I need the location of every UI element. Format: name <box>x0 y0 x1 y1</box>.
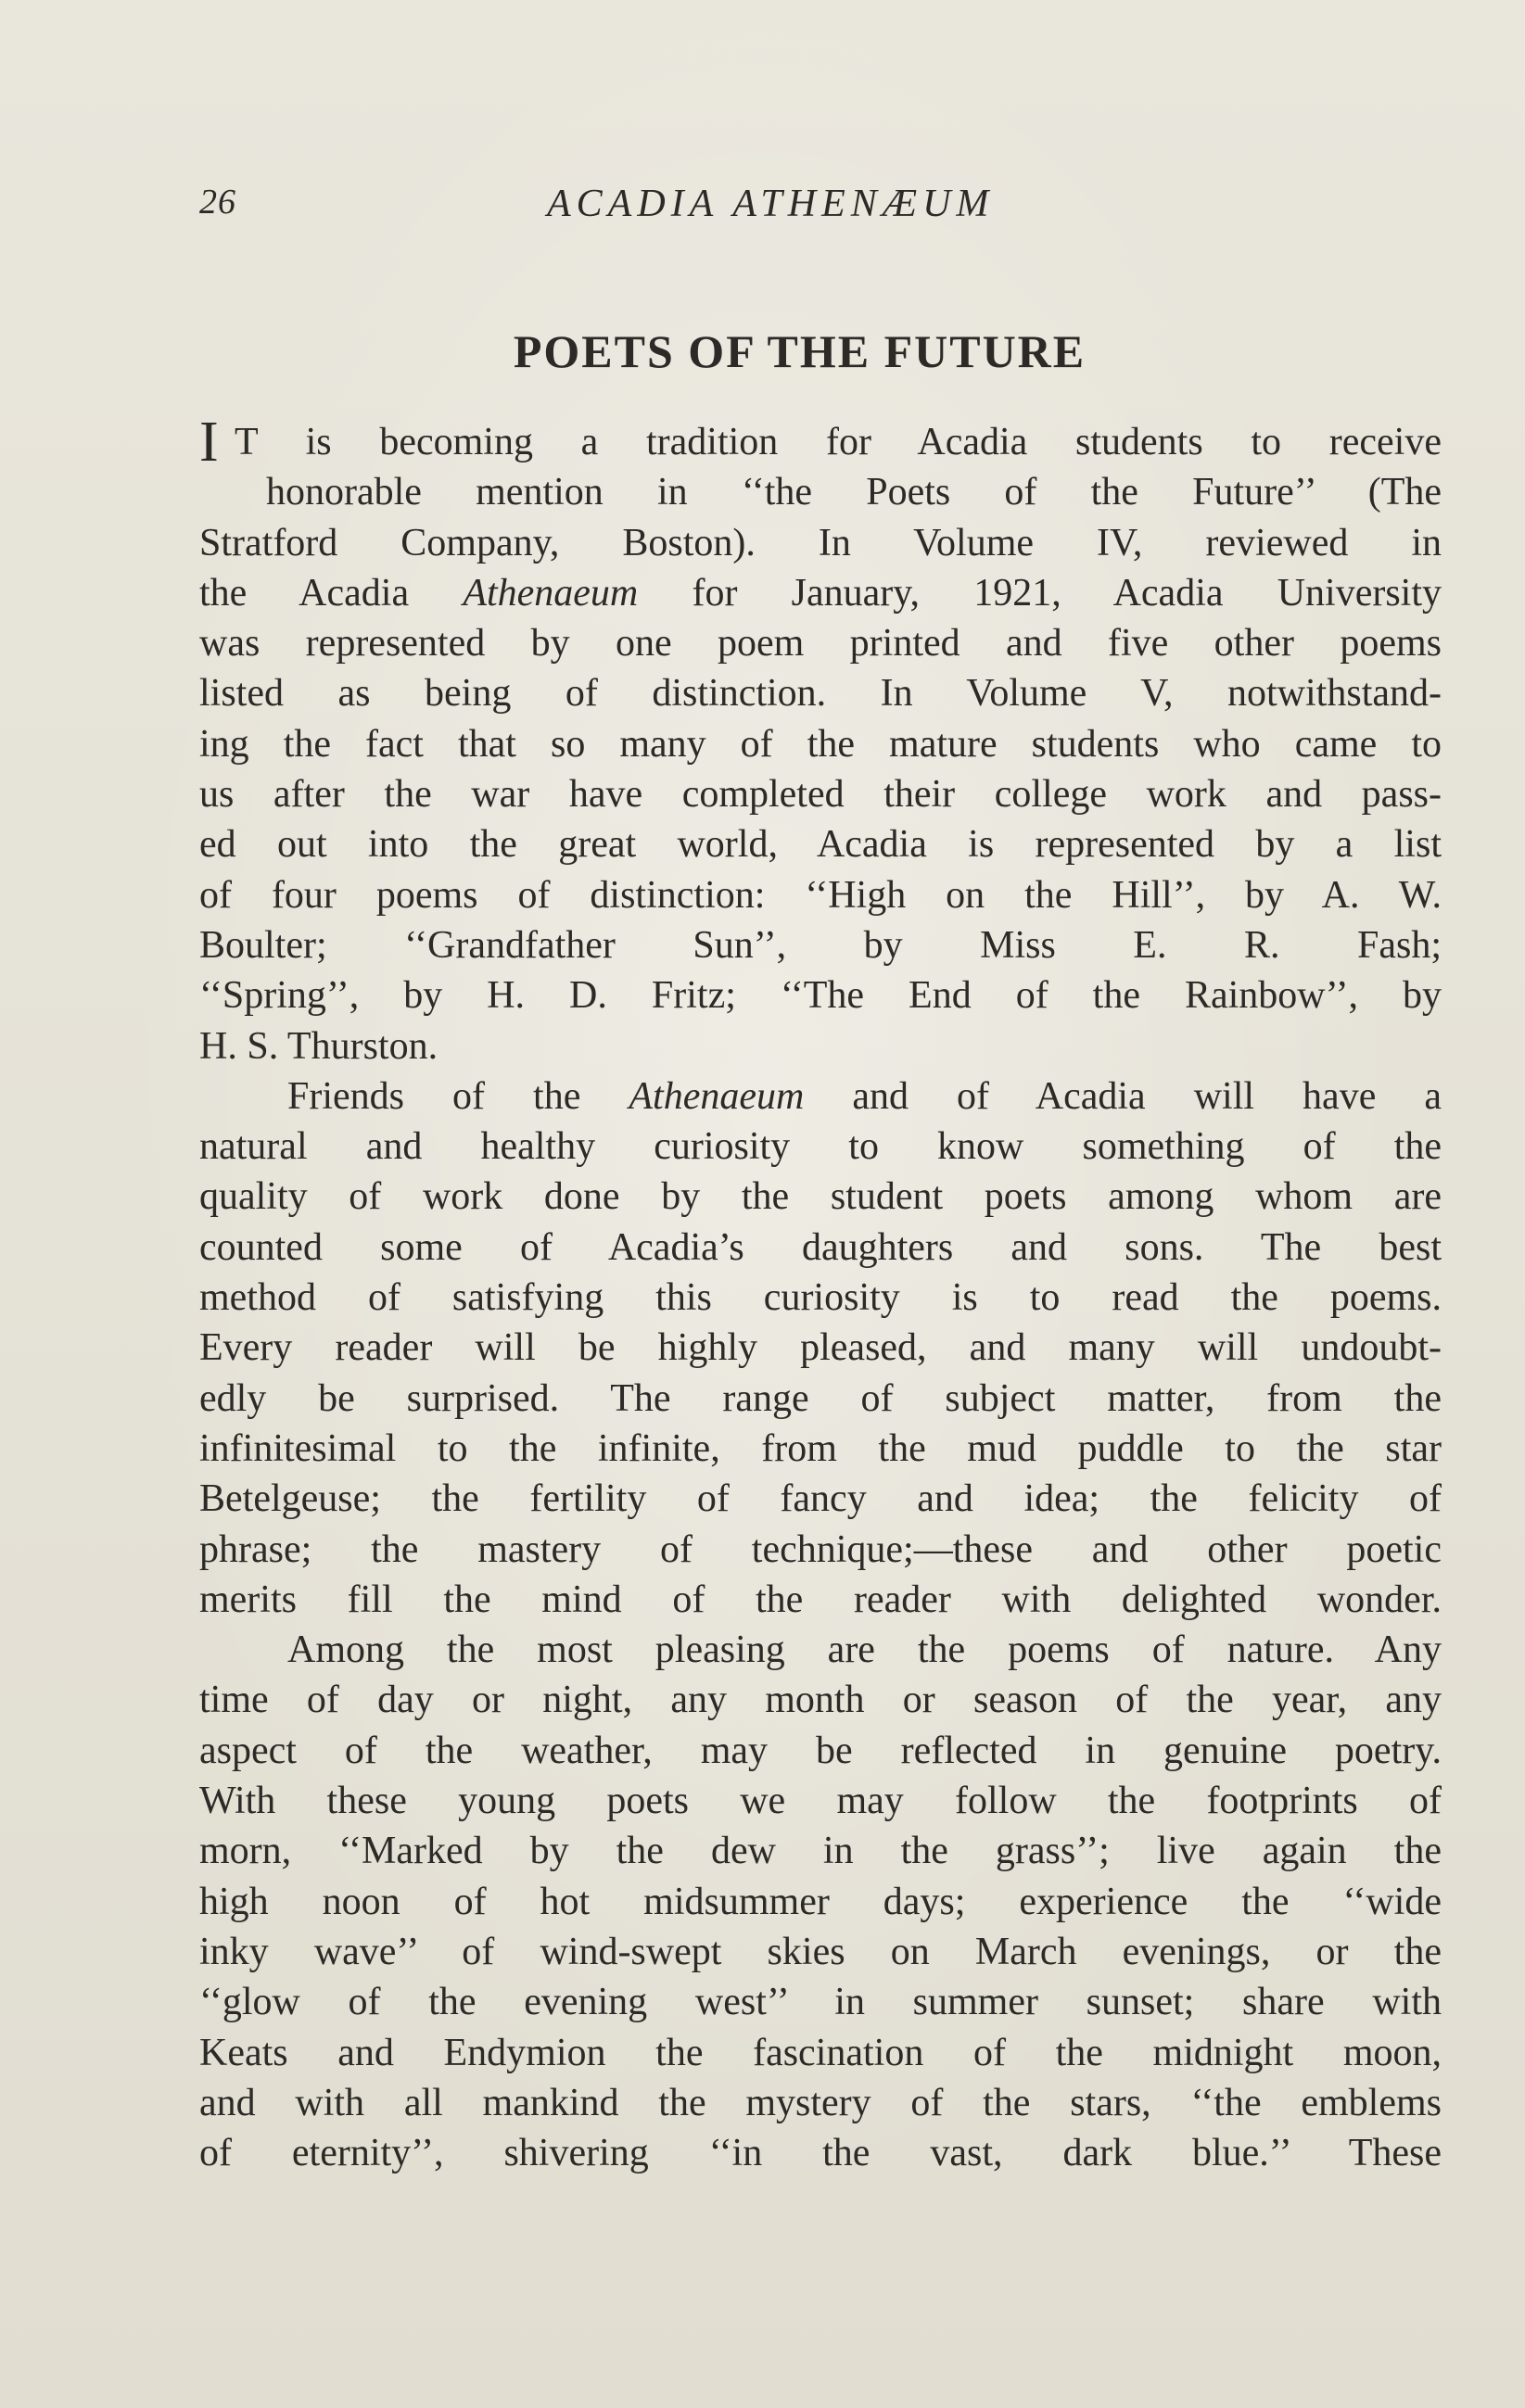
text-line: aspect of the weather, may be reflected in genuine poetry. <box>199 1729 1442 1772</box>
article-body <box>199 411 1442 2178</box>
text-line: inky wave’’ of wind-swept skies on March evenings, or the <box>199 1930 1442 1973</box>
text-line: listed as being of distinction. In Volume V, notwithstand- <box>199 672 1442 716</box>
running-head <box>199 182 1326 237</box>
text-line <box>199 1071 1442 1122</box>
line-text: T is becoming a tradition for Acadia students to receive <box>235 421 1442 463</box>
page-number: 26 <box>199 183 236 222</box>
line-text: the Acadia <box>199 571 464 615</box>
text-line: of eternity’’, shivering ‘‘in the vast, dark blue.’’ These <box>199 2132 1442 2175</box>
text-line: merits fill the mind of the reader with delighted wonder. <box>199 1578 1442 1621</box>
line-text: and of Acadia will have a <box>804 1074 1442 1118</box>
line-text: Friends of the <box>287 1074 629 1118</box>
text-line: time of day or night, any month or season of the year, any <box>199 1679 1442 1722</box>
journal-title: ACADIA ATHENÆUM <box>547 183 995 225</box>
text-line: of four poems of distinction: ‘‘High on the Hill’’, by A. W. <box>199 873 1442 917</box>
text-line: Keats and Endymion the fascination of the midnight moon, <box>199 2031 1442 2074</box>
text-line <box>199 411 1442 474</box>
article-title: POETS OF THE FUTURE <box>513 325 1087 377</box>
text-line: ed out into the great world, Acadia is represented by a list <box>199 823 1442 867</box>
text-line: ‘‘glow of the evening west’’ in summer sunset; share with <box>199 1981 1442 2024</box>
line-text: for January, 1921, Acadia University <box>638 571 1442 615</box>
text-line: With these young poets we may follow the footprints of <box>199 1780 1442 1823</box>
text-line: quality of work done by the student poets among whom are <box>199 1175 1442 1219</box>
text-line: morn, ‘‘Marked by the dew in the grass’’; live again the <box>199 1830 1442 1873</box>
italic-journal-name: Athenaeum <box>629 1074 805 1118</box>
text-line: us after the war have completed their college work and pass- <box>199 773 1442 817</box>
text-line: Boulter; ‘‘Grandfather Sun’’, by Miss E. R. Fash; <box>199 923 1442 967</box>
text-line: edly be surprised. The range of subject matter, from the <box>199 1376 1442 1420</box>
text-line: Every reader will be highly pleased, and many will undoubt- <box>199 1326 1442 1370</box>
text-line: Stratford Company, Boston). In Volume IV, reviewed in <box>199 521 1442 564</box>
text-line: infinitesimal to the infinite, from the mud puddle to the star <box>199 1426 1442 1470</box>
text-line: H. S. Thurston. <box>199 1024 438 1068</box>
text-line <box>199 568 1442 618</box>
text-line: was represented by one poem printed and five other poems <box>199 622 1442 665</box>
italic-journal-name: Athenaeum <box>463 571 639 615</box>
drop-cap: I <box>199 411 219 474</box>
text-line: natural and healthy curiosity to know something of the <box>199 1125 1442 1169</box>
text-line: method of satisfying this curiosity is to read the poems. <box>199 1276 1442 1320</box>
text-line: ‘‘Spring’’, by H. D. Fritz; ‘‘The End of the Rainbow’’, by <box>199 974 1442 1018</box>
text-line: Among the most pleasing are the poems of nature. Any <box>287 1629 1442 1672</box>
text-line: Betelgeuse; the fertility of fancy and idea; the felicity of <box>199 1477 1442 1521</box>
text-line: high noon of hot midsummer days; experience the ‘‘wide <box>199 1880 1442 1923</box>
text-line: and with all mankind the mystery of the stars, ‘‘the emblems <box>199 2081 1442 2124</box>
text-line: phrase; the mastery of technique;—these and other poetic <box>199 1527 1442 1571</box>
text-line: honorable mention in ‘‘the Poets of the Future’’ (The <box>266 471 1442 514</box>
text-line: counted some of Acadia’s daughters and sons. The best <box>199 1225 1442 1269</box>
text-line: ing the fact that so many of the mature students who came to <box>199 722 1442 766</box>
